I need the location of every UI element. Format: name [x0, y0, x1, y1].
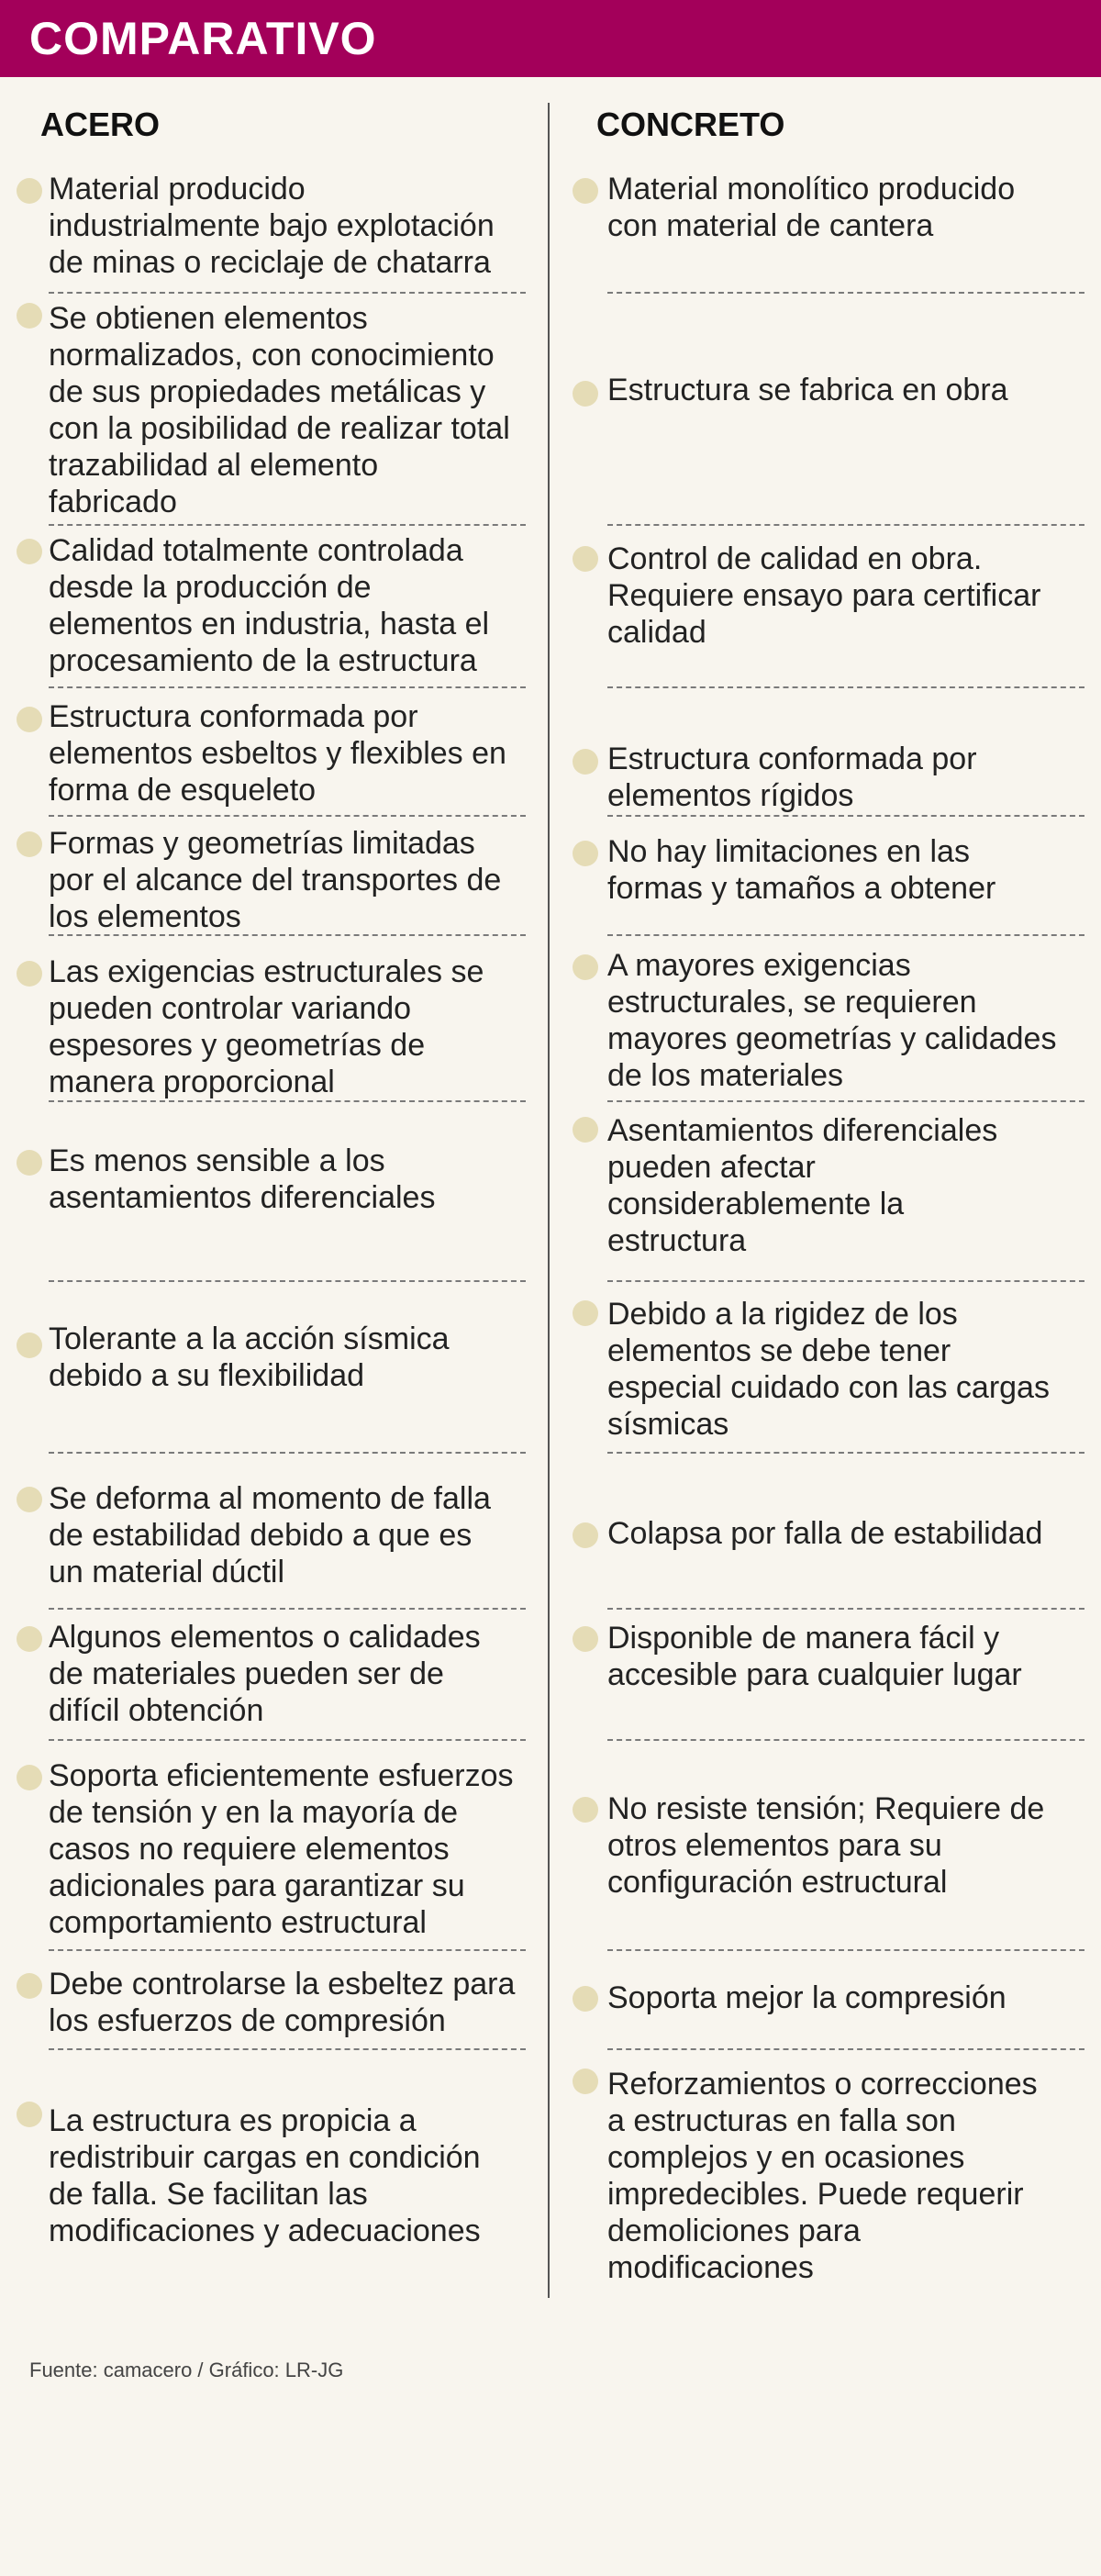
concreto-bullet-icon — [573, 1797, 598, 1823]
source-credit: Fuente: camacero / Gráfico: LR-JG — [29, 2359, 344, 2381]
concreto-item-text: A mayores exigencias estructurales, se requieren mayores geometrías y calidades de los materiales — [607, 948, 1057, 1093]
acero-bullet-icon — [17, 707, 42, 732]
acero-item-text: Se obtienen elementos normalizados, con conocimiento de sus propiedades metálicas y con la posibilidad de realizar total trazabilidad al elemento fabricado — [49, 301, 510, 519]
concreto-item-text: Debido a la rigidez de los elementos se debe tener especial cuidado con las cargas sísmicas — [607, 1297, 1050, 1442]
acero-bullet-icon — [17, 178, 42, 204]
column-divider — [548, 103, 550, 2298]
acero-row-divider — [49, 686, 526, 688]
acero-item-text: Soporta eficientemente esfuerzos de tensión y en la mayoría de casos no requiere elementos adicionales para garantizar su comportamiento estructural — [49, 1758, 514, 1940]
concreto-item-text: Reforzamientos o correcciones a estructuras en falla son complejos y en ocasiones impredecibles. Puede requerir demoliciones para modificaciones — [607, 2067, 1038, 2285]
concreto-bullet-icon — [573, 1626, 598, 1652]
acero-row-divider — [49, 815, 526, 817]
acero-bullet-icon — [17, 1626, 42, 1652]
acero-row-divider — [49, 2048, 526, 2050]
acero-item-text: Se deforma al momento de falla de estabilidad debido a que es un material dúctil — [49, 1481, 491, 1589]
concreto-row-divider — [607, 934, 1084, 936]
acero-item-text: Material producido industrialmente bajo explotación de minas o reciclaje de chatarra — [49, 172, 495, 280]
column-header-concreto: CONCRETO — [596, 106, 785, 143]
acero-row-divider — [49, 1452, 526, 1454]
concreto-row-divider — [607, 686, 1084, 688]
concreto-row-divider — [607, 1100, 1084, 1102]
acero-row-divider — [49, 524, 526, 526]
acero-row-divider — [49, 1100, 526, 1102]
concreto-bullet-icon — [573, 954, 598, 980]
concreto-row-divider — [607, 2048, 1084, 2050]
concreto-item-text: No resiste tensión; Requiere de otros elementos para su configuración estructural — [607, 1791, 1045, 1900]
acero-item-text: Algunos elementos o calidades de materiales pueden ser de difícil obtención — [49, 1620, 481, 1728]
acero-item-text: Debe controlarse la esbeltez para los esfuerzos de compresión — [49, 1967, 516, 2038]
concreto-item-text: Control de calidad en obra. Requiere ensayo para certificar calidad — [607, 541, 1041, 650]
concreto-row-divider — [607, 1280, 1084, 1282]
acero-row-divider — [49, 1280, 526, 1282]
concreto-bullet-icon — [573, 381, 598, 407]
acero-row-divider — [49, 934, 526, 936]
column-header-acero: ACERO — [40, 106, 161, 143]
concreto-bullet-icon — [573, 178, 598, 204]
acero-bullet-icon — [17, 303, 42, 329]
concreto-item-text: Estructura se fabrica en obra — [607, 373, 1008, 407]
concreto-bullet-icon — [573, 1986, 598, 2012]
concreto-row-divider — [607, 1739, 1084, 1741]
acero-item-text: Tolerante a la acción sísmica debido a su flexibilidad — [49, 1321, 450, 1393]
acero-item-text: Es menos sensible a los asentamientos diferenciales — [49, 1143, 436, 1215]
concreto-item-text: Asentamientos diferenciales pueden afectar considerablemente la estructura — [607, 1113, 998, 1258]
concreto-bullet-icon — [573, 1522, 598, 1548]
page-title: COMPARATIVO — [29, 13, 377, 64]
concreto-row-divider — [607, 1949, 1084, 1951]
acero-bullet-icon — [17, 2102, 42, 2127]
concreto-row-divider — [607, 815, 1084, 817]
concreto-bullet-icon — [573, 1300, 598, 1326]
acero-bullet-icon — [17, 1333, 42, 1358]
acero-bullet-icon — [17, 1150, 42, 1176]
concreto-row-divider — [607, 1608, 1084, 1610]
acero-row-divider — [49, 1739, 526, 1741]
concreto-bullet-icon — [573, 546, 598, 572]
concreto-row-divider — [607, 292, 1084, 294]
acero-item-text: Formas y geometrías limitadas por el alcance del transportes de los elementos — [49, 826, 502, 934]
acero-row-divider — [49, 292, 526, 294]
acero-bullet-icon — [17, 1487, 42, 1512]
acero-bullet-icon — [17, 961, 42, 987]
acero-bullet-icon — [17, 831, 42, 857]
concreto-item-text: Disponible de manera fácil y accesible para cualquier lugar — [607, 1621, 1022, 1692]
acero-bullet-icon — [17, 539, 42, 564]
acero-item-text: Estructura conformada por elementos esbeltos y flexibles en forma de esqueleto — [49, 699, 506, 808]
acero-item-text: Calidad totalmente controlada desde la producción de elementos en industria, hasta el procesamiento de la estructura — [49, 533, 490, 678]
concreto-row-divider — [607, 1452, 1084, 1454]
acero-bullet-icon — [17, 1973, 42, 1999]
concreto-item-text: Colapsa por falla de estabilidad — [607, 1516, 1043, 1551]
concreto-bullet-icon — [573, 749, 598, 775]
acero-row-divider — [49, 1608, 526, 1610]
concreto-bullet-icon — [573, 841, 598, 866]
acero-bullet-icon — [17, 1765, 42, 1790]
acero-row-divider — [49, 1949, 526, 1951]
acero-item-text: La estructura es propicia a redistribuir cargas en condición de falla. Se facilitan las modificaciones y adecuaciones — [49, 2103, 481, 2248]
concreto-bullet-icon — [573, 1117, 598, 1143]
acero-item-text: Las exigencias estructurales se pueden controlar variando espesores y geometrías de manera proporcional — [49, 954, 484, 1099]
title-bar — [0, 0, 1101, 77]
concreto-row-divider — [607, 524, 1084, 526]
concreto-item-text: Soporta mejor la compresión — [607, 1980, 1006, 2015]
concreto-item-text: Estructura conformada por elementos rígidos — [607, 742, 977, 813]
concreto-item-text: Material monolítico producido con material de cantera — [607, 172, 1016, 243]
concreto-item-text: No hay limitaciones en las formas y tamaños a obtener — [607, 834, 996, 906]
concreto-bullet-icon — [573, 2069, 598, 2094]
